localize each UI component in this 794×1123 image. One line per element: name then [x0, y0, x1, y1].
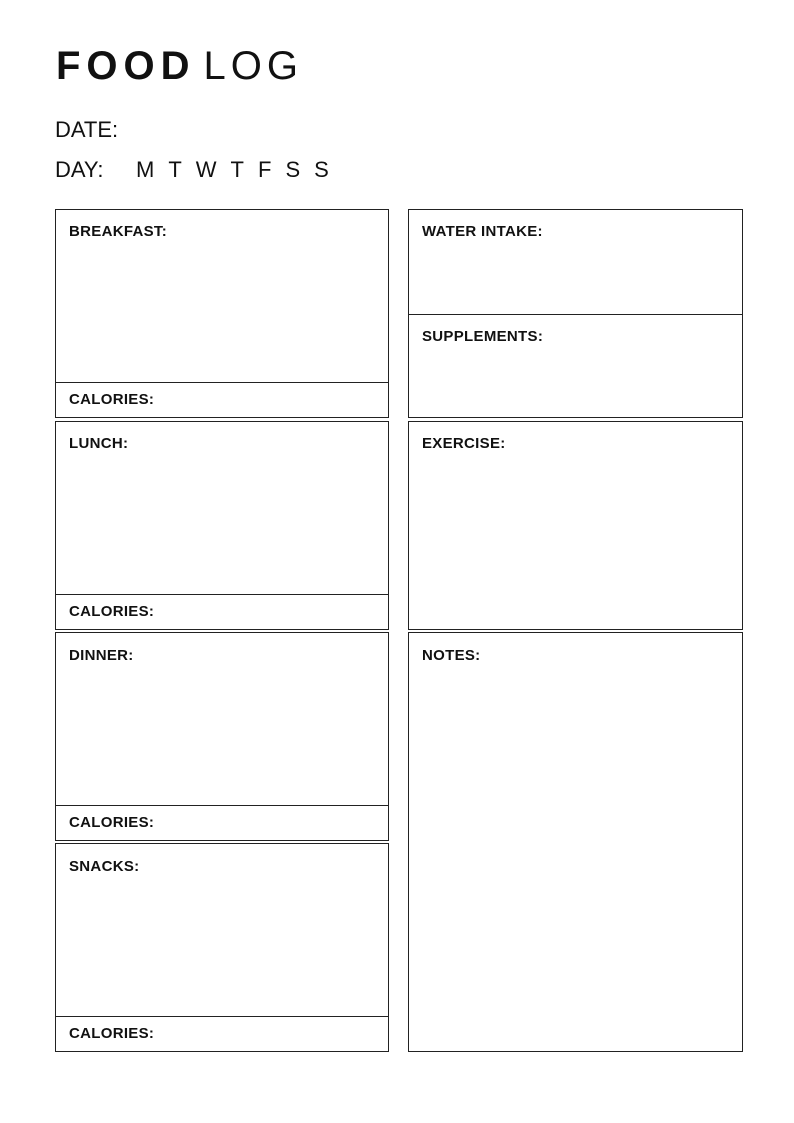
lunch-box	[55, 421, 389, 630]
day-saturday: S	[285, 157, 301, 182]
lunch-calories-label: CALORIES:	[69, 603, 155, 620]
day-friday: F	[258, 157, 272, 182]
lunch-divider	[56, 594, 388, 595]
lunch-label: LUNCH:	[69, 435, 129, 452]
day-selector	[136, 156, 343, 184]
day-label: DAY:	[55, 157, 104, 182]
page-title	[56, 40, 303, 92]
water-intake-label: WATER INTAKE:	[422, 223, 543, 240]
snacks-calories-label: CALORIES:	[69, 1025, 155, 1042]
water-divider	[409, 314, 742, 315]
dinner-divider	[56, 805, 388, 806]
snacks-divider	[56, 1016, 388, 1017]
dinner-label: DINNER:	[69, 647, 134, 664]
dinner-box	[55, 632, 389, 841]
breakfast-label: BREAKFAST:	[69, 223, 168, 240]
title-bold: FOOD	[56, 44, 196, 88]
exercise-box	[408, 421, 743, 630]
day-wednesday: W	[195, 157, 217, 182]
day-monday: M	[136, 157, 155, 182]
breakfast-calories-label: CALORIES:	[69, 391, 155, 408]
exercise-label: EXERCISE:	[422, 435, 506, 452]
day-tuesday: T	[168, 157, 182, 182]
water-supplements-box	[408, 209, 743, 418]
title-light: LOG	[203, 44, 304, 88]
notes-box	[408, 632, 743, 1052]
date-label: DATE:	[55, 117, 119, 142]
dinner-calories-label: CALORIES:	[69, 814, 155, 831]
snacks-label: SNACKS:	[69, 858, 140, 875]
breakfast-divider	[56, 382, 388, 383]
breakfast-box	[55, 209, 389, 418]
supplements-label: SUPPLEMENTS:	[422, 328, 544, 345]
snacks-box	[55, 843, 389, 1052]
day-thursday: T	[230, 157, 244, 182]
notes-label: NOTES:	[422, 647, 481, 664]
day-sunday: S	[314, 157, 329, 182]
